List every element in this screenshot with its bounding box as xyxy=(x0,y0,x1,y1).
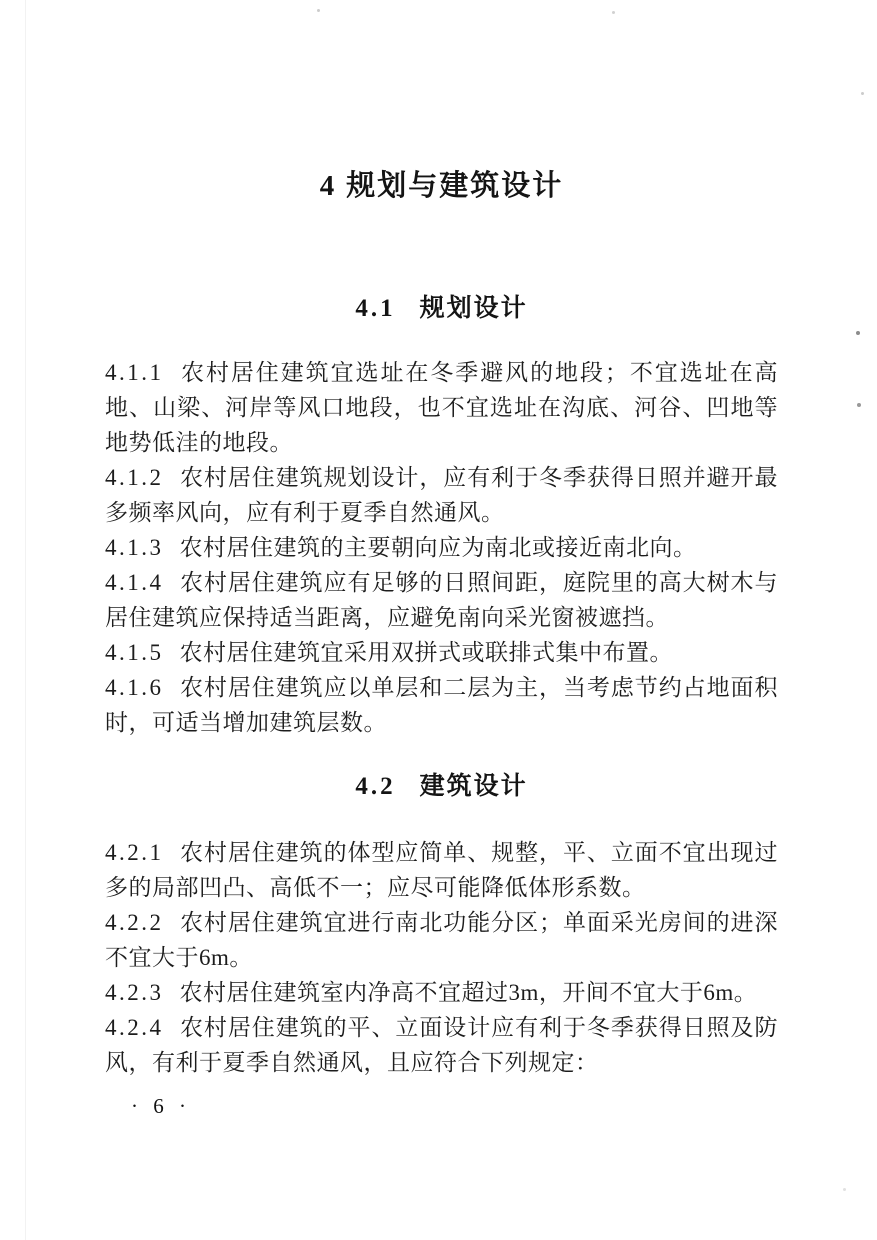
clause-text: 农村居住建筑宜进行南北功能分区；单面采光房间的进深不宜大于6m。 xyxy=(105,910,778,970)
clause-4-2-3 xyxy=(105,975,778,1010)
clause-4-2-2 xyxy=(105,905,778,975)
clause-number: 4.1.2 xyxy=(105,465,164,490)
clause-text: 农村居住建筑的平、立面设计应有利于冬季获得日照及防风，有利于夏季自然通风，且应符合下列规定： xyxy=(105,1015,778,1075)
scan-artifact-line xyxy=(25,0,26,1240)
clause-text: 农村居住建筑的主要朝向应为南北或接近南北向。 xyxy=(179,535,697,560)
clause-4-1-3 xyxy=(105,530,778,565)
page-content xyxy=(105,0,778,1080)
clause-4-2-1 xyxy=(105,835,778,905)
section-title-text: 建筑设计 xyxy=(419,772,528,800)
scan-artifact-speck xyxy=(861,92,864,95)
chapter-title-text: 规划与建筑设计 xyxy=(346,170,564,202)
section-heading-4-1 xyxy=(105,292,778,325)
clause-text: 农村居住建筑的体型应简单、规整，平、立面不宜出现过多的局部凹凸、高低不一；应尽可能降低体形系数。 xyxy=(105,840,778,900)
clause-number: 4.2.3 xyxy=(105,980,164,1005)
section-title-text: 规划设计 xyxy=(419,294,528,322)
clause-number: 4.1.6 xyxy=(105,675,164,700)
page-number: · 6 · xyxy=(131,1094,191,1118)
clause-text: 农村居住建筑室内净高不宜超过3m，开间不宜大于6m。 xyxy=(179,980,758,1005)
section-number: 4.2 xyxy=(355,773,396,800)
clause-4-1-4 xyxy=(105,565,778,635)
section-heading-4-2 xyxy=(105,770,778,803)
clause-text: 农村居住建筑宜选址在冬季避风的地段；不宜选址在高地、山梁、河岸等风口地段，也不宜选址在沟底、河谷、凹地等地势低洼的地段。 xyxy=(105,360,778,455)
scan-artifact-speck xyxy=(856,331,860,335)
section-4-2-clauses xyxy=(105,835,778,1080)
clause-number: 4.1.1 xyxy=(105,360,164,385)
chapter-title xyxy=(105,168,778,204)
section-4-1-clauses xyxy=(105,355,778,740)
clause-text: 农村居住建筑应有足够的日照间距，庭院里的高大树木与居住建筑应保持适当距离，应避免南向采光窗被遮挡。 xyxy=(105,570,778,630)
clause-text: 农村居住建筑宜采用双拼式或联排式集中布置。 xyxy=(179,640,673,665)
clause-4-1-1 xyxy=(105,355,778,460)
clause-number: 4.2.1 xyxy=(105,840,164,865)
clause-4-2-4 xyxy=(105,1010,778,1080)
clause-number: 4.1.4 xyxy=(105,570,164,595)
clause-text: 农村居住建筑应以单层和二层为主，当考虑节约占地面积时，可适当增加建筑层数。 xyxy=(105,675,778,735)
scan-artifact-speck xyxy=(843,1188,846,1191)
clause-number: 4.1.5 xyxy=(105,640,164,665)
section-number: 4.1 xyxy=(355,295,396,322)
clause-4-1-5 xyxy=(105,635,778,670)
clause-4-1-6 xyxy=(105,670,778,740)
clause-number: 4.2.4 xyxy=(105,1015,164,1040)
chapter-number: 4 xyxy=(319,170,335,202)
scan-artifact-speck xyxy=(857,403,861,407)
clause-4-1-2 xyxy=(105,460,778,530)
clause-text: 农村居住建筑规划设计，应有利于冬季获得日照并避开最多频率风向，应有利于夏季自然通风。 xyxy=(105,465,778,525)
clause-number: 4.1.3 xyxy=(105,535,164,560)
clause-number: 4.2.2 xyxy=(105,910,164,935)
